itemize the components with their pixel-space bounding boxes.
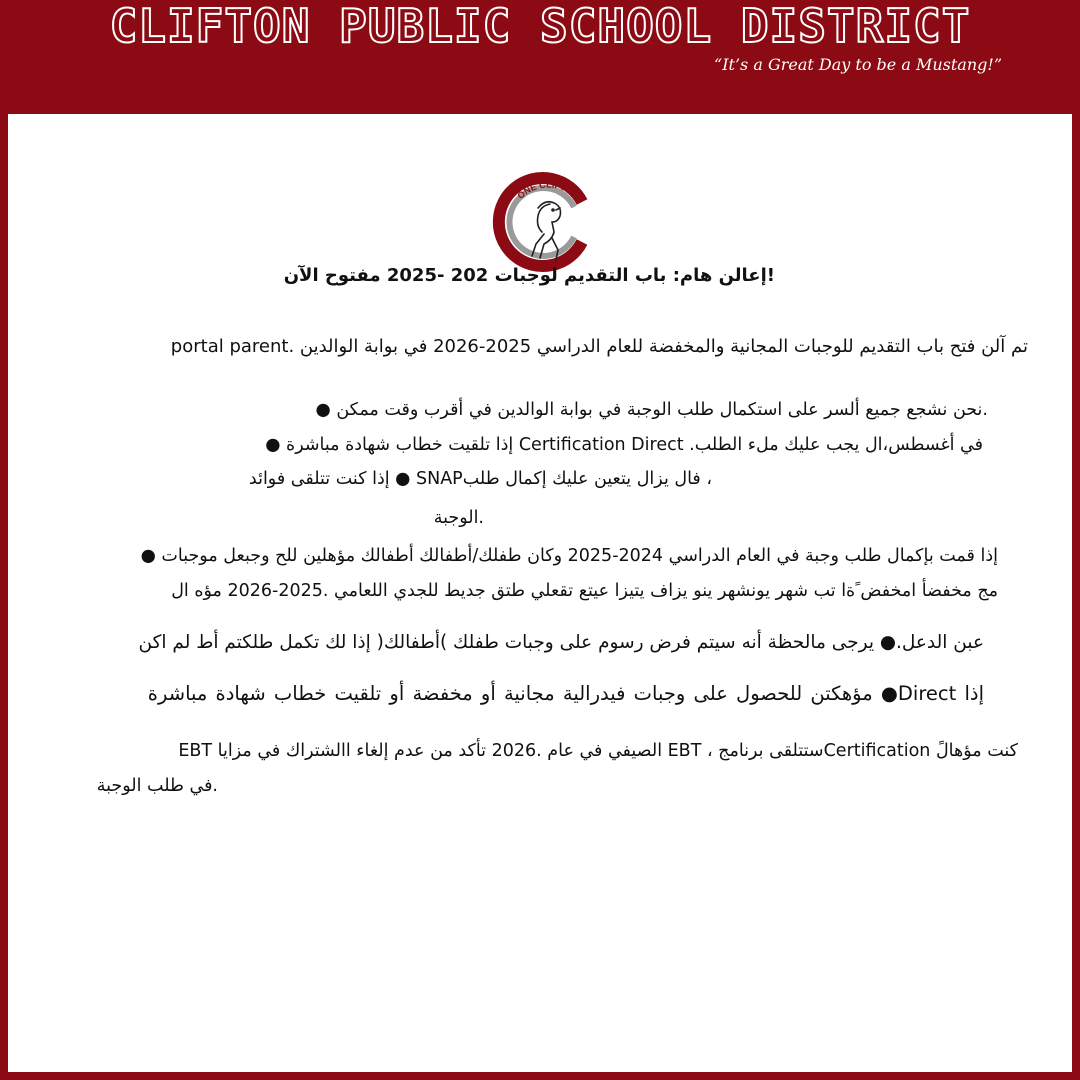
paragraph-ebt-line-2: .في طلب الوجبة xyxy=(96,776,218,796)
bullet-encourage: .نحن نشجع جميع ألسر على استكمال طلب الوجبة في بوابة الوالدين في أقرب وقت ممكن ● xyxy=(315,400,988,420)
bullet-direct-certification: في أغسطس،ال يجب عليك ملء الطلب. Certification Direct إذا تلقيت خطاب شهادة مباشرة ● xyxy=(265,435,983,455)
header-banner xyxy=(0,0,1080,114)
intro-paragraph: portal parent. تم آلن فتح باب التقديم للوجبات المجانية والمخفضة للعام الدراسي 2025-2026 في بوابة الوالدين xyxy=(170,336,1028,357)
district-title: CLIFTON PUBLIC SCHOOL DISTRICT xyxy=(109,0,971,53)
paragraph-eligibility: إذا Direct● مؤهكتن للحصول على وجبات فيدرالية مجانية أو مخفضة أو تلقيت خطاب شهادة مباشرة xyxy=(147,682,984,705)
paragraph-prior-year-line-1: إذا قمت بإكمال طلب وجبة في العام الدراسي 2024-2025 وكان طفلك/أطفالك أطفالك مؤهلين للح وجبعل موجبات ● xyxy=(140,546,998,566)
slogan: “It’s a Great Day to be a Mustang!” xyxy=(714,55,1002,74)
paragraph-prior-year-line-2: مج مخفضأ امخفض ًةا تب شهر يونشهر ينو يزاف يتيزا عيتع تقعلي طتق جديط للجدي اللعامي .2025-2026 مؤه ال xyxy=(171,581,998,601)
exclamation-mark: ! xyxy=(766,265,775,286)
announcement-title-text: إعالن هام: باب التقديم لوجبات 202 -2025 مفتوح الآن xyxy=(283,265,767,286)
paragraph-ebt-line-1: EBT الصيفي في عام .2026 تأكد من عدم إلغاء االشتراك في مزايا EBT ، ستتلقى برنامجCertification كنت مؤهالً xyxy=(178,741,1018,761)
logo-ring-text: ONE CLIFTON xyxy=(515,179,581,201)
paragraph-charges: عبن الدعل.● يرجى مالحظة أنه سيتم فرض رسوم على وجبات طفلك )أطفالك( إذا لك تكمل طلكتم أط لم اكن xyxy=(138,632,984,653)
bullet-snap-line-1: ، فال يزال يتعين عليك إكمال طلبSNAP ● إذا كنت تتلقى فوائد xyxy=(248,469,712,489)
bullet-snap-line-2: .الوجبة xyxy=(433,508,484,528)
announcement-title xyxy=(284,263,775,289)
